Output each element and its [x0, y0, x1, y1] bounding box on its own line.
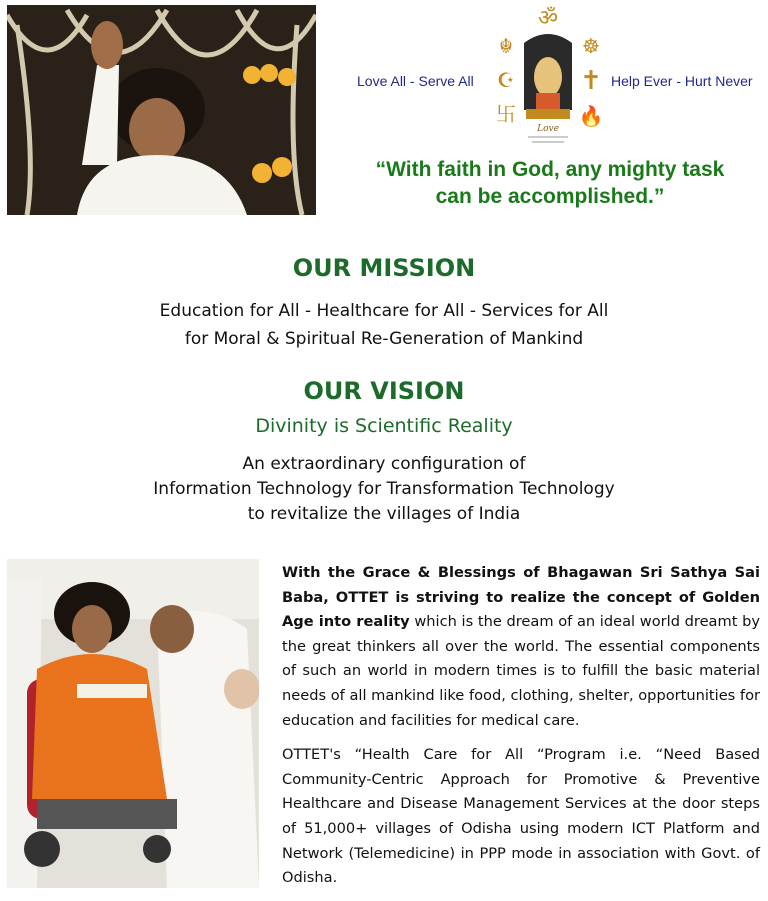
svg-text:🔥: 🔥	[578, 104, 604, 128]
svg-text:☸: ☸	[582, 34, 600, 58]
paragraph-health-care: OTTET's “Health Care for All “Program i.e. “Need Based Community-Centric Approach for Promotive & Preventive Healthcare and Disease Management Services at the door steps of 51,000+ villages of Odisha using modern ICT Platform and Network (Telemedicine) in PPP mode in association with Govt. of Odisha.	[282, 746, 760, 887]
photo-swami-waving-illustration	[7, 5, 316, 215]
svg-text:✝: ✝	[580, 66, 602, 96]
emblem-love-label: Love	[537, 124, 559, 134]
body-text	[282, 561, 760, 901]
svg-text:卐: 卐	[496, 102, 516, 126]
quote-line-1: “With faith in God, any mighty task	[375, 158, 725, 181]
mission-heading: OUR MISSION	[292, 254, 476, 282]
motto-love-serve: Love All - Serve All	[357, 73, 474, 89]
sarva-dharma-emblem	[492, 5, 605, 150]
photo-swami-seated-illustration	[7, 559, 259, 888]
mission-line-1: Education for All - Healthcare for All - Services for All	[159, 301, 609, 321]
vision-line-2: Information Technology for Transformation Technology	[153, 479, 615, 499]
photo-swami-seated	[7, 559, 259, 888]
paragraph-grace	[282, 561, 760, 733]
paragraph-grace-rest: which is the dream of an ideal world dreamt by the great thinkers all over the world. The essential components of such an world in modern times is to fulfill the basic material needs of all mankind like food, clothing, shelter, opportunities for education and facilities for medical care.	[282, 613, 760, 729]
svg-text:☬: ☬	[498, 34, 514, 58]
faith-quote	[330, 156, 768, 210]
mission-line-2: for Moral & Spiritual Re-Generation of Mankind	[184, 329, 584, 349]
emblem-icon	[492, 5, 605, 150]
svg-text:ॐ: ॐ	[537, 6, 559, 31]
motto-help-hurt: Help Ever - Hurt Never	[611, 73, 753, 89]
vision-heading: OUR VISION	[303, 377, 465, 405]
vision-subheading: Divinity is Scientific Reality	[255, 415, 513, 437]
quote-line-2: can be accomplished.”	[435, 185, 665, 208]
svg-text:☪: ☪	[497, 68, 515, 92]
vision-line-3: to revitalize the villages of India	[247, 504, 521, 524]
vision-line-1: An extraordinary configuration of	[242, 454, 526, 474]
paragraph-grace-bold: With the Grace & Blessings of Bhagawan Sri Sathya Sai Baba, OTTET is striving to realize the concept of Golden Age into reality	[282, 564, 760, 631]
photo-swami-waving	[7, 5, 316, 215]
